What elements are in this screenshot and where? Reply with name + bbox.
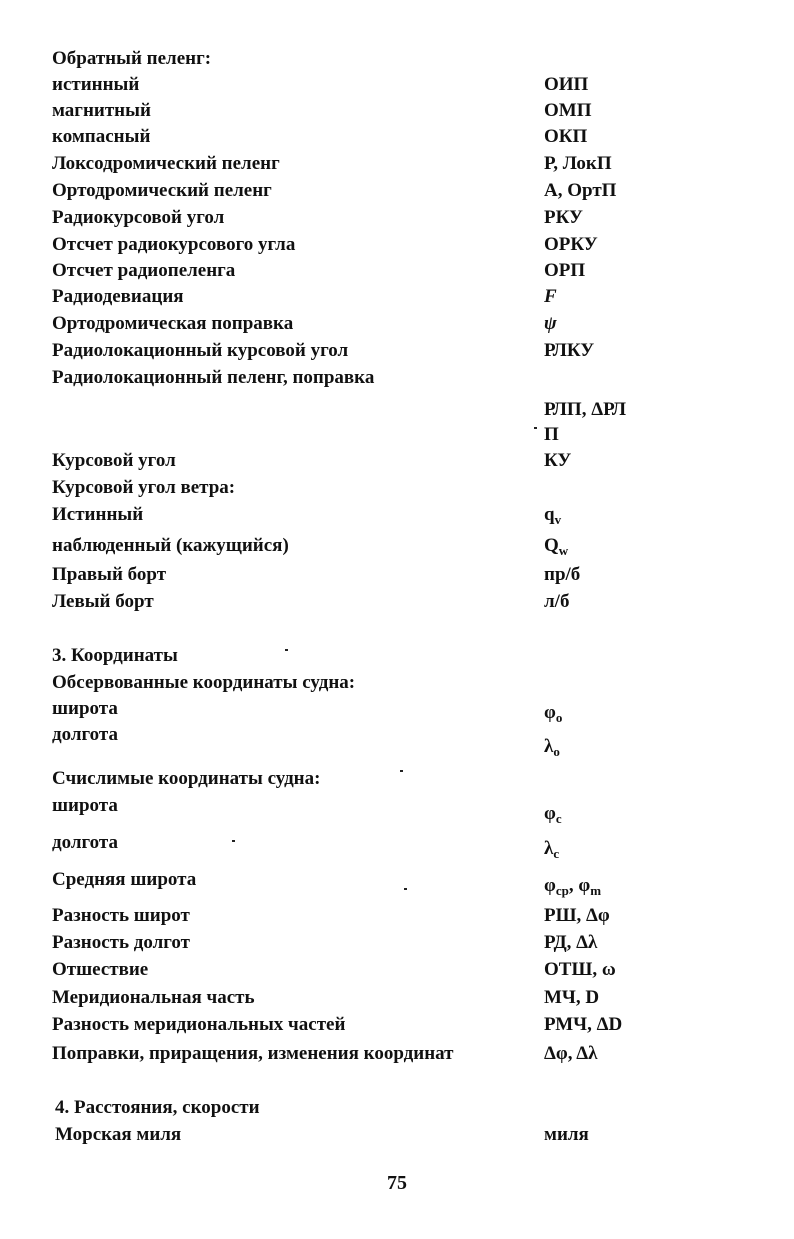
term-row	[52, 475, 742, 501]
term-abbreviation: КУ	[544, 450, 572, 471]
term-row	[52, 793, 742, 826]
term-name: Разность широт	[52, 905, 190, 926]
term-name: долгота	[52, 724, 118, 745]
term-name: Радиокурсовой угол	[52, 207, 225, 228]
abbr-symbol: λ	[544, 838, 554, 859]
term-row	[52, 696, 742, 725]
abbr-symbol: Q	[544, 535, 559, 556]
term-row	[52, 46, 742, 72]
abbr-symbol: φ	[544, 875, 556, 896]
term-name: Морская миля	[55, 1124, 182, 1145]
term-name: Средняя широта	[52, 869, 197, 890]
term-abbreviation: миля	[544, 1124, 589, 1145]
term-name: Отсчет радиопеленга	[52, 260, 236, 281]
abbr-subscript: v	[554, 512, 562, 527]
term-name: Правый борт	[52, 564, 167, 585]
abbr-subscript: ср	[555, 883, 569, 898]
scan-speck	[285, 649, 288, 651]
term-abbreviation: Δφ, Δλ	[544, 1043, 598, 1064]
abbr-subscript: w	[558, 543, 569, 558]
term-name: Разность долгот	[52, 932, 191, 953]
term-abbreviation	[544, 502, 561, 528]
term-abbreviation: F	[544, 286, 557, 307]
term-name: истинный	[52, 74, 140, 95]
term-row	[52, 1041, 742, 1067]
term-abbreviation	[544, 873, 601, 899]
term-name: Разность меридиональных частей	[52, 1014, 346, 1035]
term-name: Отшествие	[52, 959, 149, 980]
term-abbreviation: РКУ	[544, 207, 583, 228]
term-abbreviation: пр/б	[544, 564, 581, 585]
term-row	[52, 448, 742, 474]
term-row	[52, 258, 742, 284]
term-row	[52, 533, 742, 559]
term-name: Курсовой угол	[52, 450, 176, 471]
term-row	[52, 766, 742, 792]
term-name: наблюденный (кажущийся)	[52, 535, 289, 556]
term-name: Меридиональная часть	[52, 987, 255, 1008]
term-name: компасный	[52, 126, 151, 147]
term-abbreviation: РД, Δλ	[544, 932, 598, 953]
term-row	[52, 311, 742, 337]
abbr-subscript: m	[590, 883, 602, 898]
term-row	[52, 867, 742, 898]
term-abbreviation: РЛП, ΔРЛ	[544, 399, 627, 420]
term-name: широта	[52, 795, 118, 816]
term-row	[52, 98, 742, 124]
term-row	[52, 830, 742, 861]
term-name: Отсчет радиокурсового угла	[52, 234, 296, 255]
term-row	[52, 1012, 742, 1038]
term-row	[52, 589, 742, 615]
term-name: Ортодромическая поправка	[52, 313, 294, 334]
section-heading-text: 3. Координаты	[52, 645, 178, 666]
term-abbreviation: РЛКУ	[544, 340, 595, 361]
term-row	[52, 338, 742, 364]
term-abbreviation: П	[544, 424, 559, 445]
page-number: 75	[387, 1172, 407, 1194]
term-abbreviation: РМЧ, ΔD	[544, 1014, 623, 1035]
term-name: Поправки, приращения, изменения координат	[52, 1043, 454, 1064]
section-heading-text: 4. Расстояния, скорости	[55, 1097, 260, 1118]
scan-speck	[534, 427, 537, 429]
term-row	[52, 502, 742, 528]
term-abbreviation: МЧ, D	[544, 987, 600, 1008]
term-name: Обсервованные координаты судна:	[52, 672, 356, 693]
term-name: Ортодромический пеленг	[52, 180, 272, 201]
term-abbreviation	[544, 836, 559, 862]
term-abbreviation: ОИП	[544, 74, 589, 95]
scan-speck	[232, 840, 235, 842]
term-row	[52, 72, 742, 98]
section-heading	[55, 1095, 745, 1121]
term-row	[55, 1122, 745, 1148]
term-abbreviation	[544, 734, 560, 760]
term-row	[52, 957, 742, 983]
term-row	[52, 985, 742, 1011]
term-abbreviation: А, ОртП	[544, 180, 617, 201]
term-abbreviation: РШ, Δφ	[544, 905, 610, 926]
abbr-symbol: φ	[544, 803, 556, 824]
term-name: Локсодромический пеленг	[52, 153, 280, 174]
term-name: Курсовой угол ветра:	[52, 477, 236, 498]
abbr-symbol: λ	[544, 736, 554, 757]
abbr-symbol: , φ	[568, 875, 591, 896]
term-name: широта	[52, 698, 118, 719]
term-name: Обратный пеленг:	[52, 48, 212, 69]
term-row	[52, 365, 742, 391]
term-row	[52, 151, 742, 177]
term-row	[52, 722, 742, 759]
term-abbreviation	[544, 801, 562, 827]
term-row	[52, 178, 742, 204]
term-row	[52, 284, 742, 310]
term-abbreviation: ОМП	[544, 100, 592, 121]
abbr-subscript: o	[555, 710, 563, 725]
term-name: Левый борт	[52, 591, 154, 612]
abbr-subscript: c	[555, 811, 562, 826]
term-row	[52, 397, 742, 423]
abbr-symbol: q	[544, 504, 555, 525]
term-abbreviation: ψ	[544, 313, 557, 334]
term-name: Радиодевиация	[52, 286, 184, 307]
scan-speck	[400, 770, 403, 772]
term-row	[52, 205, 742, 231]
term-row	[52, 232, 742, 258]
term-name: Радиолокационный пеленг, поправка	[52, 367, 375, 388]
abbr-symbol: φ	[544, 702, 556, 723]
term-abbreviation: ОТШ, ω	[544, 959, 616, 980]
term-abbreviation	[544, 533, 568, 559]
term-abbreviation: Р, ЛокП	[544, 153, 612, 174]
term-row	[52, 562, 742, 588]
abbr-subscript: c	[553, 846, 560, 861]
term-row	[52, 903, 742, 929]
term-abbreviation: ОКП	[544, 126, 588, 147]
term-abbreviation: ОРКУ	[544, 234, 598, 255]
term-name: долгота	[52, 832, 118, 853]
scan-speck	[404, 888, 407, 890]
term-abbreviation: л/б	[544, 591, 570, 612]
term-row	[52, 670, 742, 696]
term-name: Счислимые координаты судна:	[52, 768, 321, 789]
term-row	[52, 422, 742, 448]
term-name: Истинный	[52, 504, 144, 525]
section-heading	[52, 643, 742, 669]
term-name: Радиолокационный курсовой угол	[52, 340, 349, 361]
term-abbreviation: ОРП	[544, 260, 586, 281]
abbr-subscript: o	[553, 744, 560, 759]
term-name: магнитный	[52, 100, 151, 121]
term-row	[52, 930, 742, 956]
term-row	[52, 124, 742, 150]
